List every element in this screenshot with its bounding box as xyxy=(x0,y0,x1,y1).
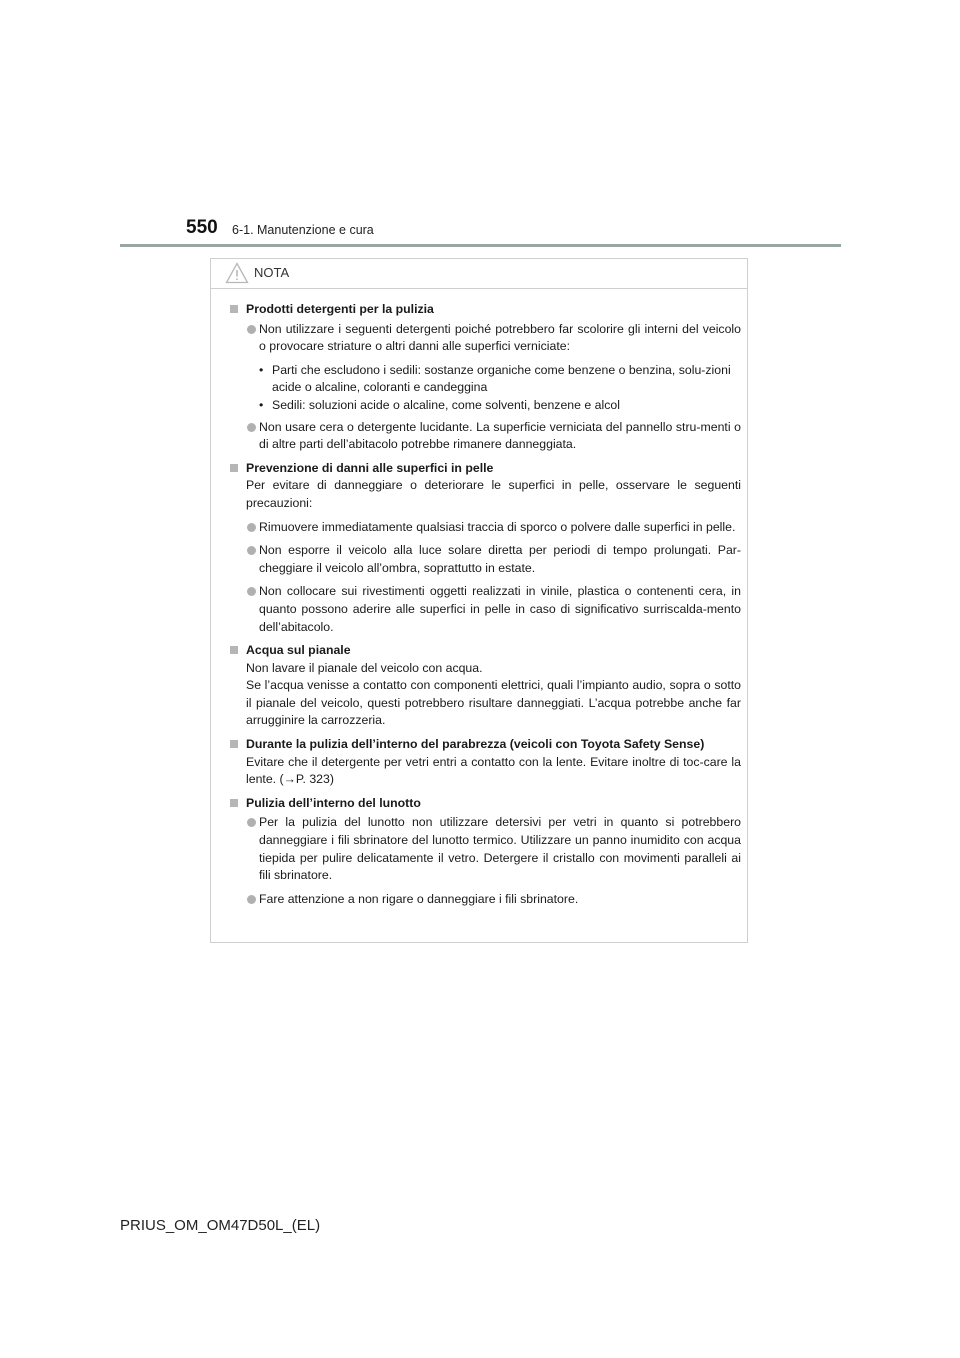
section-text: Per evitare di danneggiare o deteriorare le superfici in pelle, osservare le seguenti precauzioni: xyxy=(246,478,741,510)
section-title: 6-1. Manutenzione e cura xyxy=(232,223,374,237)
circle-bullet-icon xyxy=(247,818,256,827)
notice-header xyxy=(211,259,747,289)
list-item: Rimuovere immediatamente qualsiasi traccia di sporco o polvere dalle superfici in pelle. xyxy=(228,519,741,537)
section-leather-protection xyxy=(228,460,741,636)
list-item: Non esporre il veicolo alla luce solare diretta per periodi di tempo prolungati. Par-cheggiare il veicolo all’ombra, soprattutto in estate. xyxy=(228,542,741,577)
notice-body xyxy=(211,289,747,908)
sub-list-item: • Parti che escludono i sedili: sostanze organiche come benzene o benzina, solu-zioni acide o alcaline, coloranti e candeggina xyxy=(259,362,731,395)
section-heading: Prevenzione di danni alle superfici in pelle xyxy=(228,460,741,478)
dot-bullet-icon: • xyxy=(259,362,264,377)
notice-box xyxy=(210,258,748,943)
page-number: 550 xyxy=(186,217,218,238)
list-item: Non collocare sui rivestimenti oggetti realizzati in vinile, plastica o contenenti cera, in quanto possono aderire alle superfici in pelle in caso di significativo surriscalda-mento dell’abitacolo. xyxy=(228,583,741,636)
section-text: Non lavare il pianale del veicolo con acqua. xyxy=(246,660,483,675)
section-windshield-cleaning xyxy=(228,736,741,789)
section-rear-window-cleaning xyxy=(228,795,741,909)
list-item: Per la pulizia del lunotto non utilizzare detersivi per vetri in quanto si potrebbero danneggiare i fili sbrinatore del lunotto termico. Utilizzare un panno inumidito con acqua tiepida per pulire delicatamente il vetro. Detergere il cristallo con movimenti paralleli ai fili sbrinatore. xyxy=(228,814,741,884)
section-cleaning-products xyxy=(228,301,741,454)
circle-bullet-icon xyxy=(247,546,256,555)
sub-list xyxy=(228,362,741,415)
square-bullet-icon xyxy=(230,740,238,748)
section-heading: Pulizia dell’interno del lunotto xyxy=(228,795,741,813)
circle-bullet-icon xyxy=(247,587,256,596)
sub-list-item: • Sedili: soluzioni acide o alcaline, come solventi, benzene e alcol xyxy=(228,397,741,415)
list-item: Non usare cera o detergente lucidante. La superficie verniciata del pannello stru-menti o di altre parti dell’abitacolo potrebbe rimanere danneggiata. xyxy=(228,419,741,454)
circle-bullet-icon xyxy=(247,895,256,904)
square-bullet-icon xyxy=(230,305,238,313)
circle-bullet-icon xyxy=(247,423,256,432)
circle-bullet-icon xyxy=(247,523,256,532)
header-rule xyxy=(120,244,841,247)
document-code: PRIUS_OM_OM47D50L_(EL) xyxy=(120,1217,321,1234)
section-heading: Durante la pulizia dell’interno del parabrezza (veicoli con Toyota Safety Sense) xyxy=(228,736,741,754)
square-bullet-icon xyxy=(230,799,238,807)
list-item: Non utilizzare i seguenti detergenti poiché potrebbero far scolorire gli interni del veicolo o provocare striature o altri danni alle superfici verniciate: xyxy=(228,321,741,356)
section-water-on-floor xyxy=(228,642,741,730)
square-bullet-icon xyxy=(230,646,238,654)
dot-bullet-icon: • xyxy=(259,397,264,412)
section-heading: Prodotti detergenti per la pulizia xyxy=(228,301,741,319)
square-bullet-icon xyxy=(230,464,238,472)
section-text: Se l’acqua venisse a contatto con componenti elettrici, quali l’impianto audio, sopra o sotto il pianale del veicolo, questi potrebbero risultare danneggiati. L’acqua potrebbe anche far arrugginire la carrozzeria. xyxy=(246,678,741,728)
warning-icon xyxy=(225,262,249,284)
list-item: Fare attenzione a non rigare o danneggiare i fili sbrinatore. xyxy=(228,891,741,909)
circle-bullet-icon xyxy=(247,325,256,334)
section-heading: Acqua sul pianale xyxy=(228,642,741,660)
notice-label: NOTA xyxy=(254,265,290,280)
section-text: Evitare che il detergente per vetri entri a contatto con la lente. Evitare inoltre di toc-care la lente. (→P. 323) xyxy=(246,754,741,787)
